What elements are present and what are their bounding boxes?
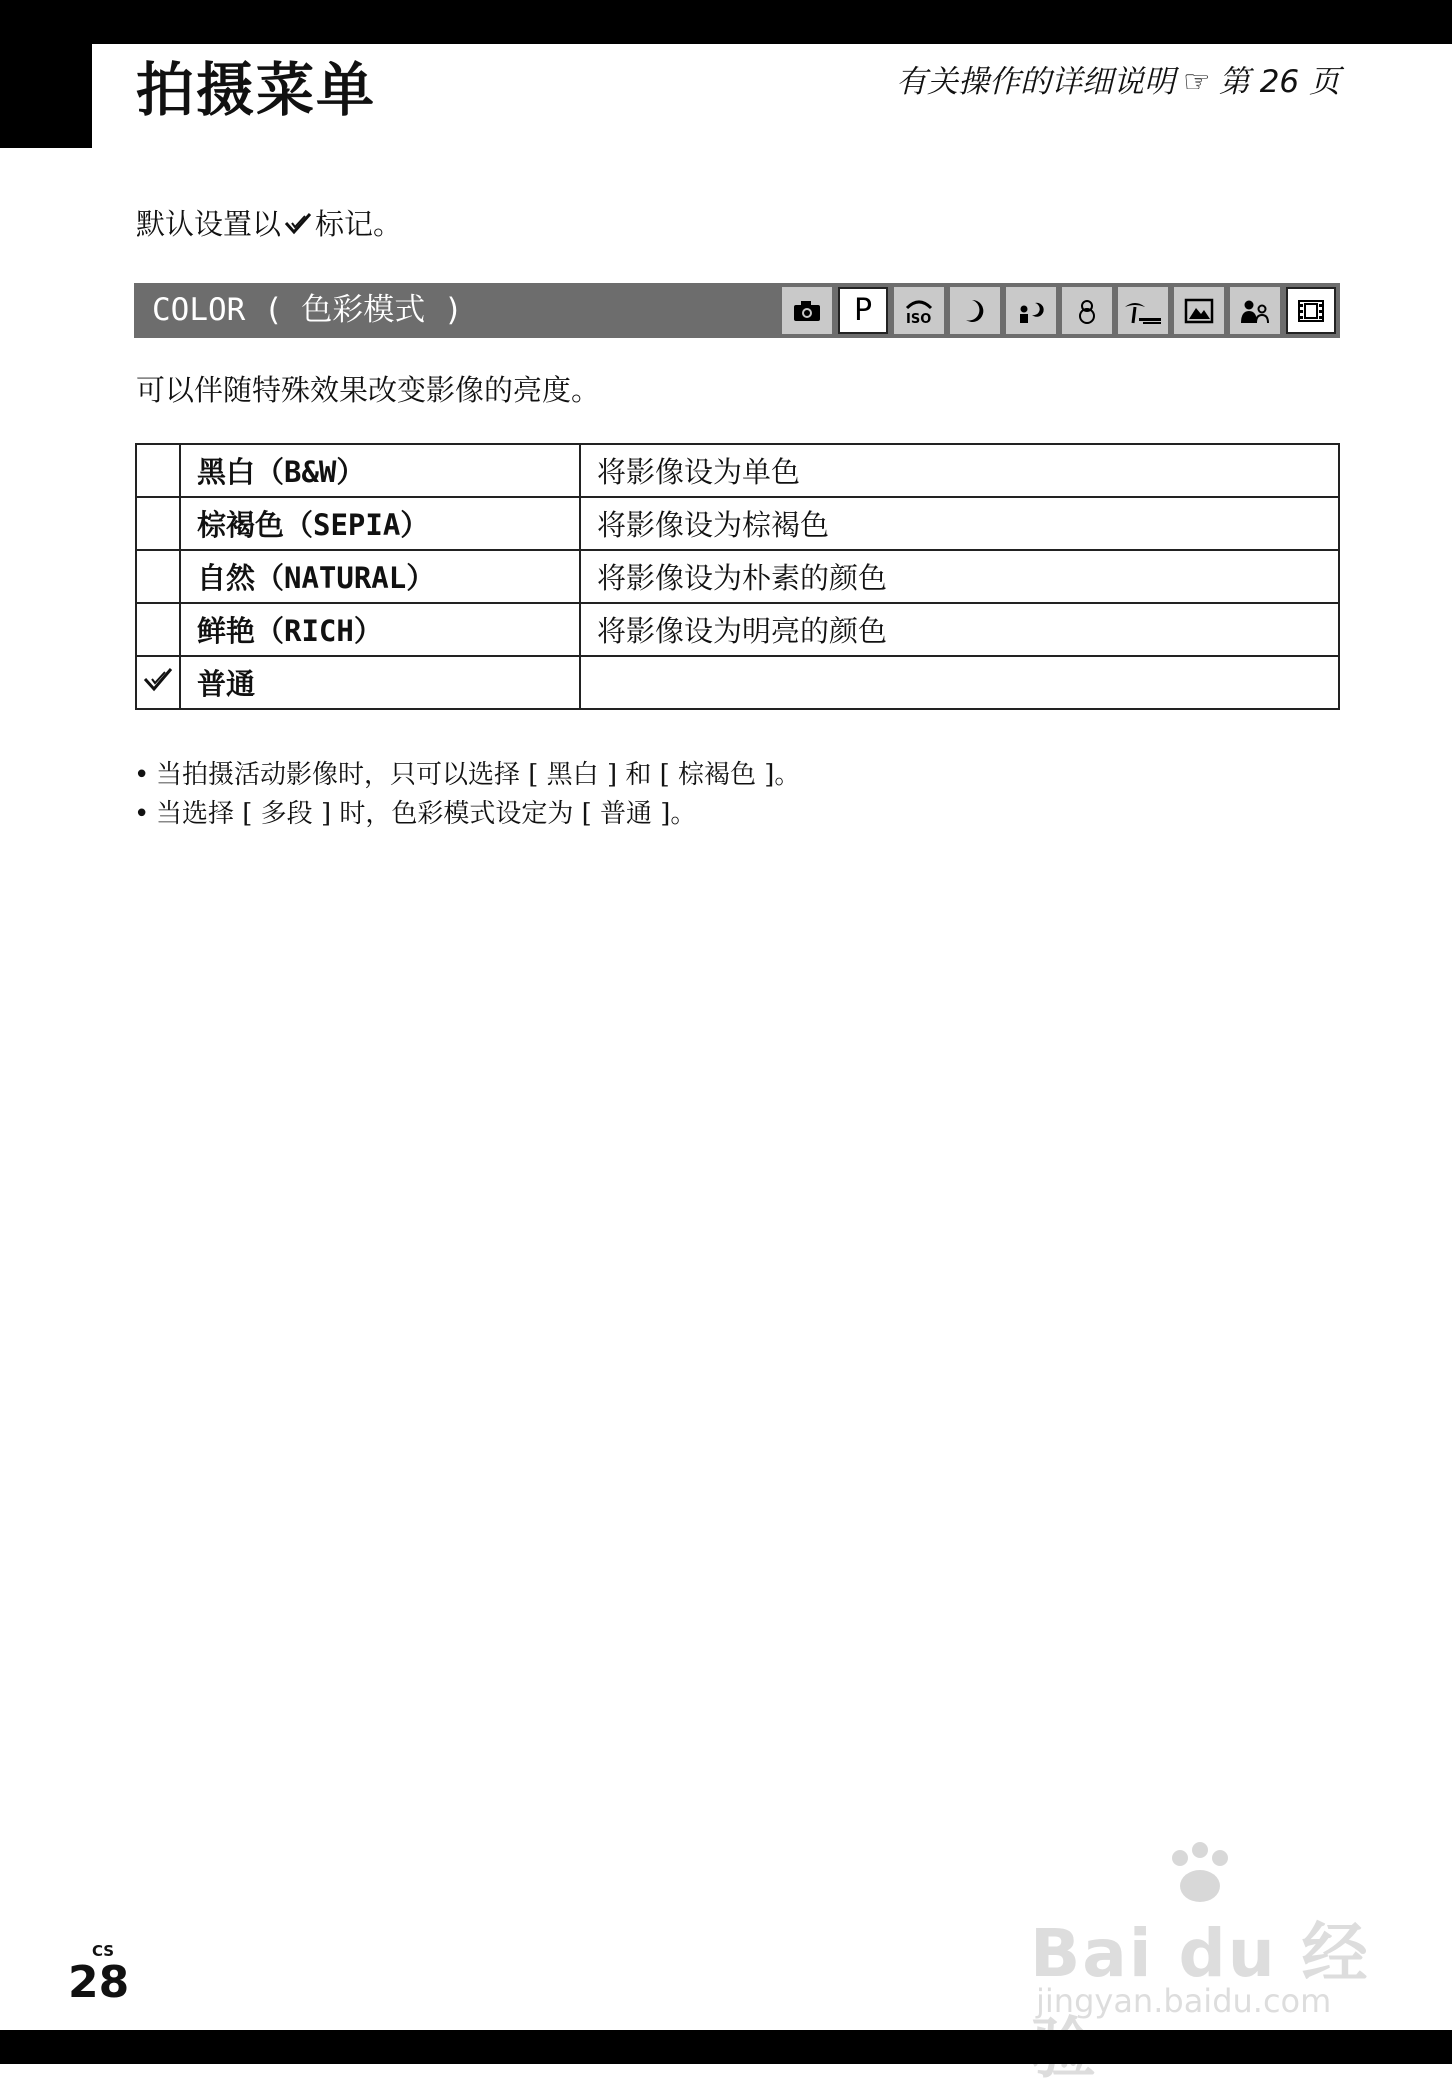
default-note-suffix: 标记。: [315, 207, 403, 241]
default-mark-cell: [136, 656, 180, 709]
section-description: 可以伴随特殊效果改变影像的亮度。: [136, 373, 601, 407]
option-name: 棕褐色（SEPIA）: [180, 497, 580, 550]
bullet-icon: •: [134, 760, 150, 790]
table-row: [136, 444, 1339, 497]
svg-text:ISO: ISO: [906, 311, 932, 326]
color-options-table: [135, 443, 1340, 710]
page-title: 拍摄菜单: [136, 56, 377, 124]
table-row: [136, 656, 1339, 709]
option-name: 鲜艳（RICH）: [180, 603, 580, 656]
option-description: 将影像设为单色: [580, 444, 1339, 497]
table-row: [136, 497, 1339, 550]
default-check-icon: [142, 665, 174, 693]
page-reference: [896, 60, 1340, 104]
notes-list: [134, 756, 800, 834]
note-text: 当选择 [ 多段 ] 时，色彩模式设定为 [ 普通 ]。: [156, 799, 697, 829]
mode-icons: [782, 287, 1336, 334]
option-description: 将影像设为朴素的颜色: [580, 550, 1339, 603]
table-row: [136, 550, 1339, 603]
page-number: 28: [68, 1957, 130, 2008]
section-header: [134, 283, 1340, 338]
default-note-prefix: 默认设置以: [136, 207, 282, 241]
top-black-bar: [0, 0, 1452, 44]
snow-icon: [1062, 287, 1112, 334]
note-item: [134, 756, 800, 795]
program-p-icon: P: [838, 287, 888, 334]
default-check-icon: [283, 204, 313, 248]
landscape-icon: [1174, 287, 1224, 334]
option-name: 普通: [180, 656, 580, 709]
twilight-moon-icon: [950, 287, 1000, 334]
option-description: 将影像设为棕褐色: [580, 497, 1339, 550]
reference-text: 有关操作的详细说明: [896, 64, 1176, 100]
note-text: 当拍摄活动影像时，只可以选择 [ 黑白 ] 和 [ 棕褐色 ]。: [156, 760, 801, 790]
section-title: COLOR ( 色彩模式 ): [152, 292, 463, 328]
default-mark-cell: [136, 497, 180, 550]
movie-film-icon: [1286, 287, 1336, 334]
option-name: 自然（NATURAL）: [180, 550, 580, 603]
default-mark-cell: [136, 550, 180, 603]
camera-icon: [782, 287, 832, 334]
option-description: 将影像设为明亮的颜色: [580, 603, 1339, 656]
soft-snap-portrait-icon: [1230, 287, 1280, 334]
language-code: CS: [92, 1942, 115, 1960]
bullet-icon: •: [134, 799, 150, 829]
beach-icon: [1118, 287, 1168, 334]
default-setting-note: [136, 202, 402, 248]
note-item: [134, 795, 800, 834]
bottom-black-bar: [0, 2030, 1452, 2064]
pointing-hand-icon: ☞: [1183, 64, 1211, 100]
twilight-portrait-icon: [1006, 287, 1056, 334]
baidu-watermark: [1030, 1840, 1370, 2020]
default-mark-cell: [136, 603, 180, 656]
watermark-brand: Bai du 经: [1030, 1915, 1370, 1992]
table-row: [136, 603, 1339, 656]
default-mark-cell: [136, 444, 180, 497]
reference-page: 第 26 页: [1218, 64, 1340, 100]
option-description: [580, 656, 1339, 709]
watermark-url: jingyan.baidu.com: [1036, 1982, 1332, 2020]
corner-tab: [0, 0, 92, 148]
high-sensitivity-iso-icon: [894, 287, 944, 334]
option-name: 黑白（B&W）: [180, 444, 580, 497]
